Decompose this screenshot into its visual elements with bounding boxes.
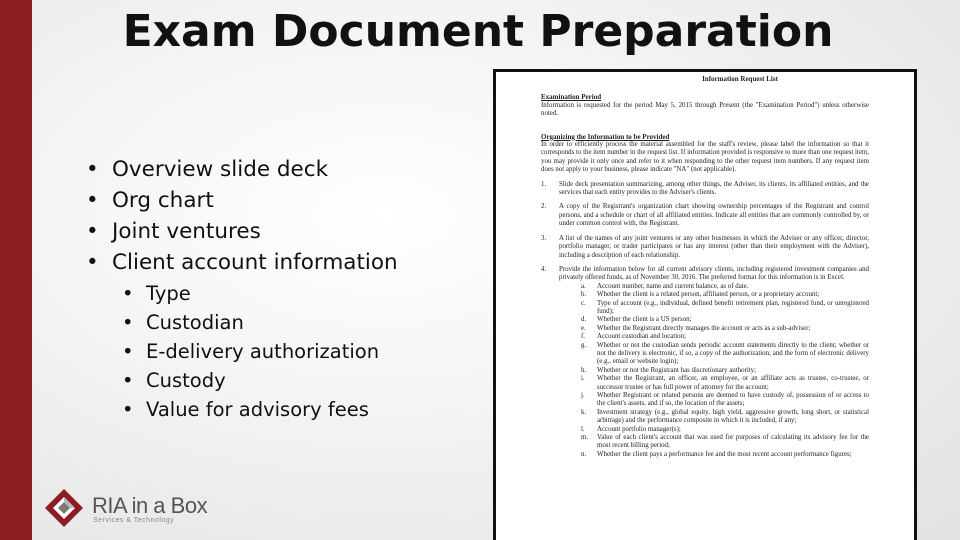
request-subitem: j. Whether Registrant or related persons are deemed to have custody of, possession of or access to the client's assets, and if so, the location of the assets;: [581, 392, 869, 408]
request-subitem: n. Whether the client pays a performance fee and the most recent account performance figures;: [581, 450, 852, 458]
sub-bullet-item: • Custodian: [122, 308, 379, 337]
bullet-item: • Client account information: [86, 247, 398, 278]
bullet-item: • Org chart: [86, 185, 398, 216]
logo-wordmark: RIA in a Box: [92, 493, 208, 518]
request-subitem: c. Type of account (e.g., individual, defined benefit retirement plan, registered fund, or unregistered fund);: [581, 299, 869, 315]
sub-bullet-item: • E-delivery authorization: [122, 337, 379, 366]
request-item-list: [541, 181, 869, 460]
request-subitem: g. Whether or not the custodian sends periodic account statements directly to the client; whether or not the delivery is electronic, if so, a copy of the authorization; and the form of electronic delivery (e.g., email or website login);: [581, 341, 869, 366]
section-paragraph: Information is requested for the period May 5, 2015 through Present (the "Examination Period") unless otherwise noted.: [541, 101, 869, 118]
sub-bullet-item: • Type: [122, 279, 379, 308]
sub-bullet-item: • Value for advisory fees: [122, 395, 379, 424]
company-logo: [40, 485, 220, 531]
request-subitem: h. Whether or not the Registrant has discretionary authority;: [581, 366, 757, 374]
request-subitem-list: [581, 283, 869, 460]
bullet-item: • Overview slide deck: [86, 154, 398, 185]
request-subitem: a. Account number, name and current balance, as of date.: [581, 282, 749, 290]
request-item: 3. A list of the names of any joint ventures or any other businesses in which the Adviser or any officer, director, portfolio manager, or trader participates or has any interest (other than their employment with the Adviser), including a description of each relationship.: [541, 234, 869, 259]
request-subitem: l. Account portfolio manager(s);: [581, 425, 681, 433]
slide-title: Exam Document Preparation: [122, 6, 834, 57]
diamond-logo-icon: [44, 488, 84, 528]
request-subitem: b. Whether the client is a related person, affiliated person, or a proprietary account;: [581, 291, 820, 299]
request-item: 1. Slide deck presentation summarizing, among other things, the Adviser, its clients, its affiliated entities, and the services that each entity provides to the Adviser's clients.: [541, 180, 869, 197]
request-item: 4. Provide the information below for all current advisory clients, including registered investment companies and privately offered funds, as of November 30, 2016. The preferred format for this information is in Excel. a. Account number, name and current balance, as of date. b. Whether the client is a related person, affiliated person, or a proprietary account; c. Type of account (e.g., individual, defined benefit retirement plan, registered fund, or unregistered fund); d. Whether the client is a US person; e. Whether the Registrant directly manages the account or acts as a sub-adviser; f. Account custodian and location; g. Whether or not the custodian sends periodic account statements directly to the client; whether or not the delivery is electronic, if so, a copy of the authorization; and the form of electronic delivery (e.g., email or website login); h. Whether or not the Registrant has discretionary authority; i. Whether the Registrant, an officer, an employee, or an affiliate acts as trustee, co-trustee, or successor trustee or has full power of attorney for the account; j. Whether Registrant or related persons are deemed to have custody of, possession of or access to the client's assets, and if so, the location of the assets; k. Investment strategy (e.g., global equity, high yield, aggressive growth, long short, or statistical arbitrage) and the performance composite in which it is included, if any; l. Account portfolio manager(s); m. Value of each client's account that was used for purposes of calculating its advisory fee for the most recent billing period; n. Whether the client pays a performance fee and the most recent account performance figures;: [541, 265, 869, 458]
sub-bullet-list: [122, 279, 379, 424]
document-title: Information Request List: [702, 75, 778, 83]
accent-sidebar-bar: [0, 0, 32, 540]
sub-bullet-item: • Custody: [122, 366, 379, 395]
logo-tagline: Services & Technology: [93, 517, 175, 524]
request-list-document-image: [493, 69, 917, 540]
bullet-item: • Joint ventures: [86, 216, 398, 247]
main-bullet-list: [86, 154, 398, 278]
request-subitem: k. Investment strategy (e.g., global equity, high yield, aggressive growth, long short, or statistical arbitrage) and the performance composite in which it is included, if any;: [581, 408, 869, 425]
request-subitem: f. Account custodian and location;: [581, 333, 686, 341]
request-subitem: i. Whether the Registrant, an officer, an employee, or an affiliate acts as trustee, co-trustee, or successor trustee or has full power of attorney for the account;: [581, 375, 869, 391]
request-subitem: m. Value of each client's account that was used for purposes of calculating its advisory fee for the most recent billing period;: [581, 434, 869, 450]
section-paragraph: In order to efficiently process the material assembled for the staff's review, please label the information so that it corresponds to the item number in the request list. If information provided is responsive to more than one request item, you may provide it only once and refer to it when responding to the other request item numbers. If any request item does not apply to your business, please indicate "NA" (not applicable).: [541, 141, 869, 174]
section-heading: Examination Period: [541, 93, 602, 102]
request-subitem: d. Whether the client is a US person;: [581, 316, 692, 324]
request-item: 2. A copy of the Registrant's organization chart showing ownership percentages of the Registrant and control persons, and a schedule or chart of all affiliated entities. Indicate all entities that are commonly controlled by, or under common control with, the Registrant.: [541, 203, 869, 228]
request-subitem: e. Whether the Registrant directly manages the account or acts as a sub-adviser;: [581, 324, 811, 332]
section-heading: Organizing the Information to be Provided: [541, 132, 670, 141]
